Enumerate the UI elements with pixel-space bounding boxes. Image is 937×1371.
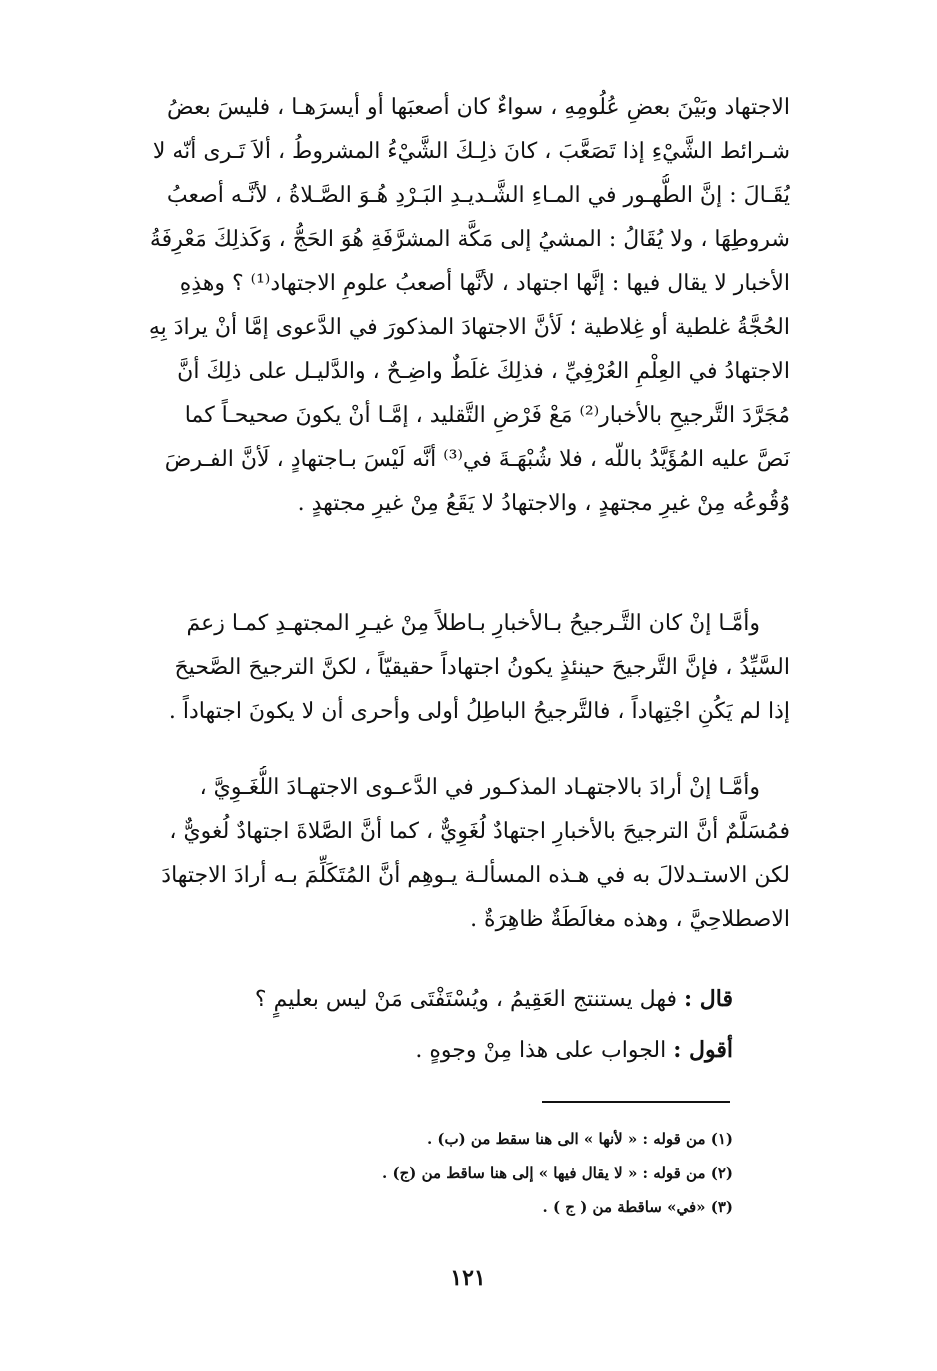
text-line: يُقَـالَ : إنَّ الطُّهـور في المـاءِ الشَّـديـدِ البَـرْدِ هُـوَ الصَّـلاةُ ، لأنَّـه أصعبُ [166,183,790,208]
paragraph-1 [125,86,790,526]
text-line: شـرائط الشَّيْءِ إذا تَصَعَّبَ ، كانَ ذلِـكَ الشَّيْءُ المشروطُ ، ألاَ تَـرى أنّه لا [152,139,790,164]
text-line: وأمَّـا إنْ كان التَّـرجيحُ بـالأخبارِ بـاطلاً مِنْ غيـرِ المجتهـدِ كمـا زعمَ [186,611,760,636]
dialogue-block [125,974,733,1076]
footnote-2: (٢) من قوله : « لا يقال فيها » إلى هنا ساقط من (ج) . [382,1164,733,1182]
text-line: الاجتهادُ في العِلْمِ العُرْفِيِّ ، فذلِكَ غلَطٌ واضِـحٌ ، والدَّليـل على ذلِكَ أنَّ [177,359,790,384]
text-line: الاجتهاد وبَيْنَ بعضِ عُلُومِهِ ، سواءٌ كان أصعبَها أو أيسرَهـا ، فليسَ بعضُ [167,95,790,120]
text-line: إذا لم يَكُنِ اجْتِهاداً ، فالتَّرجيحُ الباطِلُ أولى وأحرى أن لا يكونَ اجتهاداً . [168,699,790,724]
footnote-1: (١) من قوله : « لأنها » الى هنا سقط من (ب) . [426,1130,733,1148]
footnote-3: (٣) «في» ساقطة من ( ج ) . [542,1198,733,1216]
dialogue-answer [125,1025,733,1076]
dialogue-question [125,974,733,1025]
text-line: شروطِهَا ، ولا يُقَالُ : المشيُ إلى مَكَّة المشرَّفَةِ هُوَ الحَجُّ ، وَكَذلِكَ مَعْرِفَةُ [149,227,790,252]
text-line: وُقُوعُه مِنْ غيرِ مجتهدٍ ، والاجتهادُ لا يَقَعُ مِنْ غيرِ مجتهدٍ . [297,491,790,516]
paragraph-3 [125,766,790,942]
page-number: ١٢١ [450,1265,486,1291]
text-line: مُجَرَّدَ التَّرجيحِ بالأخبار⁽²⁾ مَعْ فَرْضِ التَّقليد ، إمَّـا أنْ يكونَ صحيحـاً كما [184,403,790,428]
text-line: الحُجَّةُ غلطية أو غِلاطية ؛ لَأنَّ الاجتهادَ المذكورَ في الدَّعوى إمَّا أنْ يرادَ بِهِ [148,315,790,340]
text-line: السَّيِّدُ ، فإنَّ التَّرجيحَ حينئذٍ يكونُ اجتهاداً حقيقيّاً ، لكنَّ الترجيحَ الصَّحيحَ [174,655,790,680]
text-line: لكن الاستـدلالَ به في هـذه المسألـة يـوهِم أنَّ المُتَكَلِّمَ بـه أرادَ الاجتهادَ [161,863,790,888]
dialogue-text: الجواب على هذا مِنْ وجوهٍ . [415,1038,667,1063]
text-line: فمُسَلَّمٌ أنَّ الترجيحَ بالأخبارِ اجتهادٌ لُغَوِيٌّ ، كما أنَّ الصَّلاةَ اجتهادٌ لُغويٌّ ، [169,819,790,844]
footnotes [125,1122,733,1224]
text-line: الأخبار لا يقال فيها : إنَّها اجتهاد ، لأنَّها أصعبُ علومِ الاجتهاد⁽¹⁾ ؟ وهذِهِ [179,271,790,296]
speaker-label: أقول : [673,1037,733,1063]
text-line: نَصَّ عليه المُؤَيَّدُ باللّه ، فلا شُبْهَـةَ في⁽³⁾ أنَّه لَيْسَ بـاجتهادٍ ، لَأنَّ الفـرضَ [164,447,790,472]
text-line: وأمَّـا إنْ أرادَ بالاجتهـاد المذكـور في الدَّعـوى الاجتهـادَ اللُّغَـوِيَّ ، [199,775,760,800]
speaker-label: قال : [684,986,733,1012]
dialogue-text: فهل يستنتج العَقِيمُ ، ويُسْتَفْتَى مَنْ ليس بعليمٍ ؟ [254,987,678,1012]
paragraph-2 [125,602,790,734]
footnote-divider [542,1101,730,1103]
text-line: الاصطلاحِيَّ ، وهذه مغالَطَةٌ ظاهِرَةٌ . [470,907,790,932]
